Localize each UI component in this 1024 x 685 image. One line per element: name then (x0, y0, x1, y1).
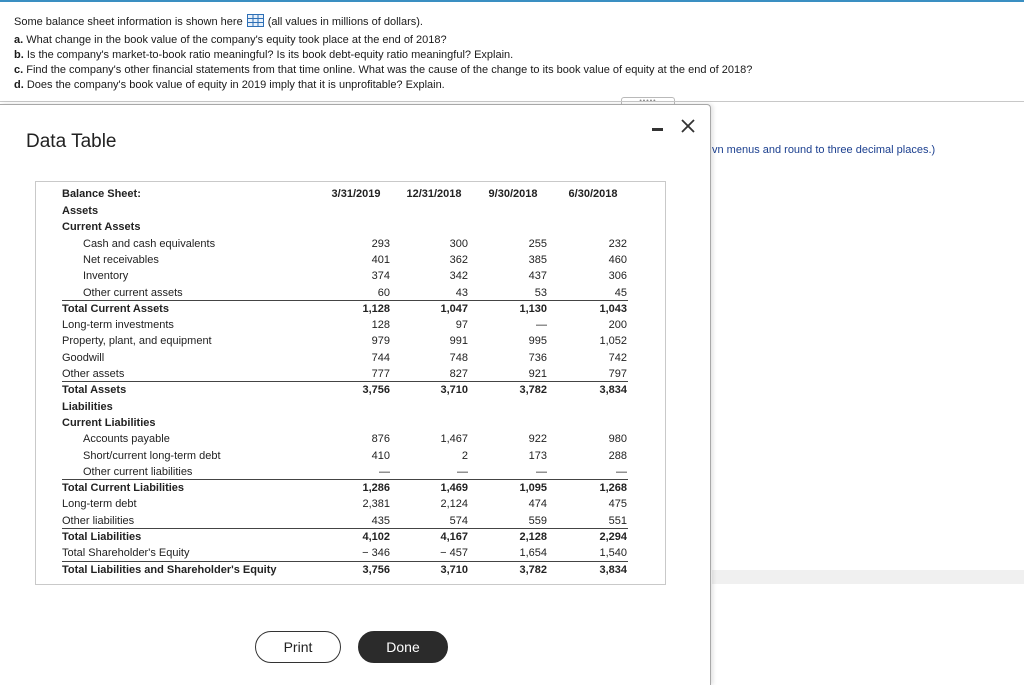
table-row (36, 382, 665, 398)
column-header: 12/31/2018 (406, 188, 462, 200)
table-cell: 3,782 (519, 384, 547, 397)
row-label: Goodwill (62, 351, 105, 364)
table-cell: 401 (371, 253, 390, 266)
table-cell: 736 (528, 351, 547, 364)
table-row (36, 203, 665, 219)
table-cell: 173 (528, 449, 547, 462)
column-header: 3/31/2019 (331, 188, 381, 200)
balance-sheet-table (35, 181, 666, 585)
background-band (712, 570, 1024, 584)
question-part-a: a. What change in the book value of the company's equity took place at the end of 2018? (14, 34, 447, 46)
table-row (36, 333, 665, 349)
table-row (36, 496, 665, 512)
table-cell: 3,756 (362, 563, 390, 576)
table-row (36, 366, 665, 382)
table-cell: 1,286 (362, 482, 390, 495)
table-row (36, 268, 665, 284)
table-cell: 4,167 (440, 531, 468, 543)
table-cell: 2,124 (440, 498, 468, 511)
table-cell: — (457, 465, 468, 478)
table-cell: 1,128 (362, 302, 390, 315)
table-cell: 410 (371, 449, 390, 462)
table-row (36, 317, 665, 333)
close-icon (680, 118, 696, 134)
row-label: Liabilities (62, 400, 113, 413)
table-cell: 288 (608, 449, 627, 462)
minimize-icon (652, 128, 663, 131)
background-instruction-text: vn menus and round to three decimal places.) (712, 144, 936, 156)
row-label: Total Assets (62, 384, 127, 397)
row-label: Current Liabilities (62, 416, 156, 429)
table-cell: 4,102 (362, 531, 390, 543)
table-cell: 437 (528, 270, 547, 283)
table-cell: 827 (449, 368, 468, 380)
table-row (36, 513, 665, 529)
row-label: Long-term debt (62, 498, 137, 511)
table-cell: 293 (371, 237, 390, 250)
table-row (36, 448, 665, 464)
question-text (14, 14, 1004, 93)
table-cell: 306 (608, 270, 627, 283)
table-cell: 97 (455, 319, 468, 332)
row-label: Total Current Assets (62, 302, 169, 315)
row-label: Assets (62, 205, 99, 217)
table-cell: 2,128 (519, 531, 547, 543)
table-cell: 475 (608, 498, 627, 511)
table-cell: 2,294 (599, 531, 627, 543)
table-row (36, 464, 665, 480)
table-cell: 1,268 (599, 482, 627, 495)
done-button[interactable]: Done (358, 631, 448, 663)
row-label: Current Assets (62, 221, 141, 234)
table-cell: 991 (449, 335, 468, 348)
table-cell: 2 (461, 449, 468, 462)
table-cell: 43 (455, 286, 468, 299)
column-header: 6/30/2018 (568, 188, 618, 200)
table-cell: 574 (449, 514, 468, 527)
table-cell: 45 (614, 286, 627, 299)
row-label: Cash and cash equivalents (83, 237, 216, 250)
table-cell: − 346 (362, 547, 390, 560)
table-cell: 3,710 (440, 384, 468, 397)
table-cell: — (536, 465, 547, 478)
table-cell: 474 (528, 498, 547, 511)
table-row (36, 480, 665, 496)
header-label: Balance Sheet: (62, 188, 141, 200)
table-cell: 1,469 (440, 482, 468, 495)
table-cell: 551 (608, 514, 627, 527)
row-label: Other liabilities (62, 514, 135, 527)
table-cell: 1,052 (599, 335, 627, 348)
table-cell: 232 (608, 237, 627, 250)
table-cell: 60 (377, 286, 390, 299)
row-label: Total Liabilities (62, 531, 142, 543)
table-row (36, 219, 665, 235)
row-label: Long-term investments (62, 319, 174, 332)
table-row (36, 399, 665, 415)
table-icon[interactable] (247, 14, 264, 27)
table-row (36, 285, 665, 301)
table-rule (62, 528, 628, 529)
table-cell: 2,381 (362, 498, 390, 511)
question-intro: Some balance sheet information is shown here (all values in millions of dollars). (14, 16, 423, 28)
table-cell: 1,047 (440, 302, 468, 315)
table-cell: 3,834 (599, 384, 627, 397)
table-cell: 1,095 (519, 482, 547, 495)
table-cell: 1,467 (440, 433, 468, 446)
table-cell: 362 (449, 253, 468, 266)
row-label: Other current liabilities (83, 465, 193, 478)
table-row (36, 431, 665, 447)
row-label: Short/current long-term debt (83, 449, 221, 462)
table-cell: 559 (528, 514, 547, 527)
table-cell: 3,782 (519, 563, 547, 576)
table-cell: 53 (534, 286, 547, 299)
data-table-dialog (0, 104, 711, 685)
row-label: Other current assets (83, 286, 183, 299)
table-cell: − 457 (440, 547, 468, 560)
dialog-title: Data Table (26, 131, 117, 152)
question-part-d: d. Does the company's book value of equity in 2019 imply that it is unprofitable? Explain. (14, 79, 445, 91)
question-part-c: c. Find the company's other financial statements from that time online. What was the cause of the change to its book value of equity at the end of 2018? (14, 64, 753, 76)
column-header: 9/30/2018 (488, 188, 538, 200)
table-row (36, 545, 665, 561)
table-header-row (36, 186, 665, 202)
table-cell: 1,130 (519, 302, 547, 315)
table-cell: — (616, 465, 627, 478)
print-button[interactable]: Print (255, 631, 341, 663)
table-cell: 777 (371, 368, 390, 380)
row-label: Property, plant, and equipment (62, 335, 212, 348)
table-row (36, 529, 665, 545)
table-row (36, 301, 665, 317)
table-cell: — (536, 319, 547, 332)
table-row (36, 252, 665, 268)
table-row (36, 236, 665, 252)
table-cell: 1,540 (599, 547, 627, 560)
row-label: Net receivables (83, 253, 159, 266)
table-cell: 435 (371, 514, 390, 527)
close-button[interactable] (680, 118, 696, 134)
table-cell: 742 (608, 351, 627, 364)
question-part-b: b. Is the company's market-to-book ratio meaningful? Is its book debt-equity ratio meaningful? Explain. (14, 49, 514, 61)
table-cell: 921 (528, 368, 547, 380)
row-label: Inventory (83, 270, 129, 283)
table-cell: 3,710 (440, 563, 468, 576)
table-cell: 744 (371, 351, 390, 364)
table-cell: 980 (608, 433, 627, 446)
row-label: Accounts payable (83, 433, 170, 446)
table-cell: 200 (608, 319, 627, 332)
table-cell: 460 (608, 253, 627, 266)
table-rule (62, 479, 628, 480)
divider (0, 101, 1024, 102)
table-cell: 922 (528, 433, 547, 446)
table-row (36, 350, 665, 366)
row-label: Total Liabilities and Shareholder's Equity (62, 563, 277, 576)
table-cell: 255 (528, 237, 547, 250)
table-cell: 1,654 (519, 547, 547, 560)
table-cell: 300 (449, 237, 468, 250)
table-cell: 979 (371, 335, 390, 348)
table-cell: 797 (608, 368, 627, 380)
table-cell: 342 (449, 270, 468, 283)
row-label: Total Current Liabilities (62, 482, 185, 495)
table-rule (62, 561, 628, 562)
table-row (36, 415, 665, 431)
table-cell: 374 (371, 270, 390, 283)
row-label: Total Shareholder's Equity (62, 547, 190, 560)
table-cell: 748 (449, 351, 468, 364)
table-cell: 3,756 (362, 384, 390, 397)
table-rule (62, 381, 628, 382)
table-cell: 876 (371, 433, 390, 446)
table-row (36, 562, 665, 578)
row-label: Other assets (62, 368, 125, 380)
table-cell: 3,834 (599, 563, 627, 576)
minimize-button[interactable] (652, 119, 664, 135)
top-accent-line (0, 0, 1024, 2)
table-cell: 385 (528, 253, 547, 266)
table-cell: — (379, 465, 390, 478)
table-cell: 995 (528, 335, 547, 348)
table-cell: 128 (371, 319, 390, 332)
table-cell: 1,043 (599, 302, 627, 315)
table-rule (62, 300, 628, 301)
